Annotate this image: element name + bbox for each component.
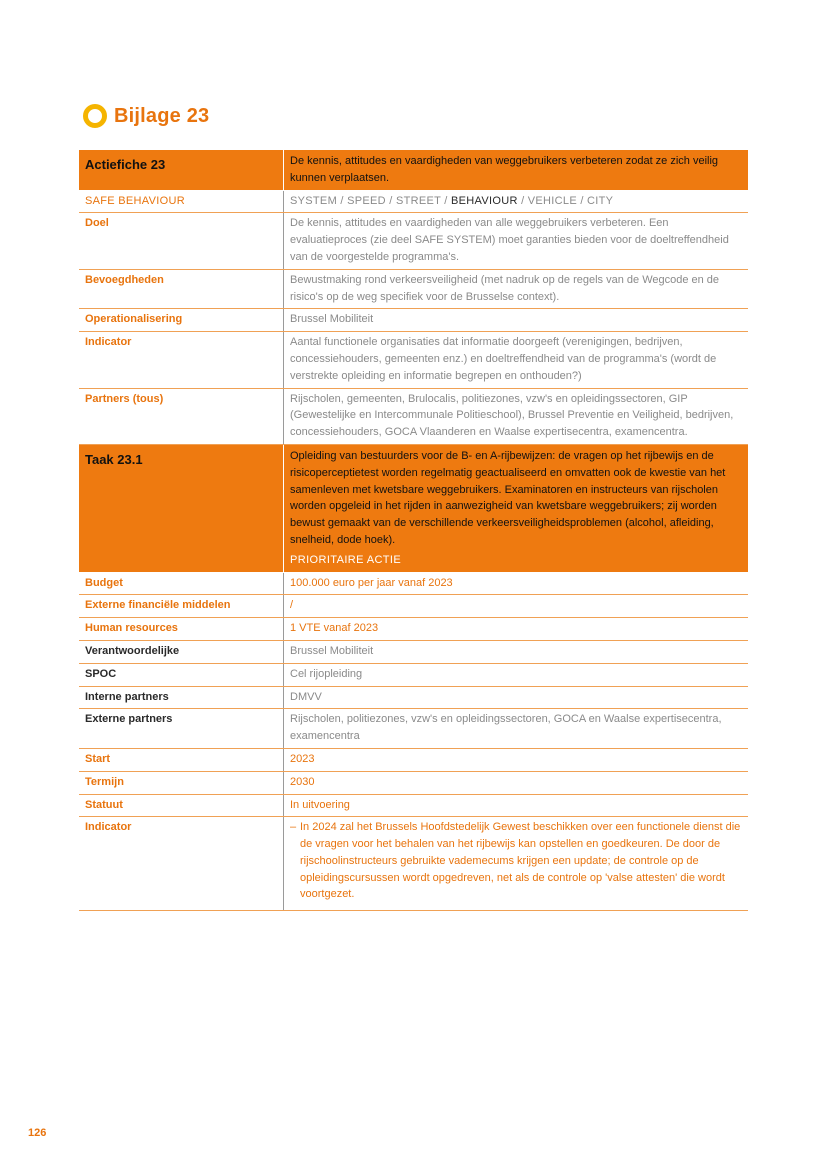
- spoc-value: Cel rijopleiding: [284, 663, 749, 686]
- human-resources-value: 1 VTE vanaf 2023: [284, 618, 749, 641]
- bevoegdheden-row: [79, 269, 748, 309]
- interne-partners-row: [79, 686, 748, 709]
- spoc-row: [79, 663, 748, 686]
- budget-row: [79, 572, 748, 595]
- partners-label: Partners (tous): [79, 388, 284, 444]
- spoc-label: SPOC: [79, 663, 284, 686]
- verantwoordelijke-label: Verantwoordelijke: [79, 640, 284, 663]
- taak-label: Taak 23.1: [79, 444, 284, 572]
- actiefiche-row: [79, 150, 748, 190]
- doel-value: De kennis, attitudes en vaardigheden van alle weggebruikers verbeteren. Een evaluatieproces (zie deel SAFE SYSTEM) moet garanties bieden voor de doeltreffendheid van de voorgestelde programma's.: [284, 213, 749, 269]
- operationalisering-value: Brussel Mobiliteit: [284, 309, 749, 332]
- statuut-row: [79, 794, 748, 817]
- safe-categories-post: / VEHICLE / CITY: [517, 194, 614, 207]
- actiefiche-label: Actiefiche 23: [79, 150, 284, 190]
- taak-value: [284, 444, 749, 572]
- page-title: Bijlage 23: [114, 104, 210, 127]
- dash-bullet: –: [290, 821, 297, 834]
- indicator-bullet: [290, 819, 742, 903]
- verantwoordelijke-row: [79, 640, 748, 663]
- budget-label: Budget: [79, 572, 284, 595]
- human-resources-row: [79, 618, 748, 641]
- safe-row: [79, 190, 748, 213]
- indicator-task-label: Indicator: [79, 817, 284, 911]
- actiefiche-value: De kennis, attitudes en vaardigheden van weggebruikers verbeteren zodat ze zich veilig kunnen verplaatsen.: [284, 150, 749, 190]
- verantwoordelijke-value: Brussel Mobiliteit: [284, 640, 749, 663]
- safe-categories: [284, 190, 749, 213]
- indicator-task-row: [79, 817, 748, 911]
- circle-bullet-icon: [83, 104, 107, 128]
- operationalisering-label: Operationalisering: [79, 309, 284, 332]
- termijn-label: Termijn: [79, 771, 284, 794]
- externe-financiele-label: Externe financiële middelen: [79, 595, 284, 618]
- safe-behaviour-label: SAFE BEHAVIOUR: [79, 190, 284, 213]
- start-label: Start: [79, 748, 284, 771]
- doel-row: [79, 213, 748, 269]
- start-row: [79, 748, 748, 771]
- externe-partners-value: Rijscholen, politiezones, vzw's en opleidingssectoren, GOCA en Waalse expertisecentra, examencentra: [284, 709, 749, 749]
- termijn-value: 2030: [284, 771, 749, 794]
- indicator-row: [79, 332, 748, 388]
- externe-financiele-row: [79, 595, 748, 618]
- taak-description: Opleiding van bestuurders voor de B- en A-rijbewijzen: de vragen op het rijbewijs en de risicoperceptietest worden regelmatig geactualiseerd en omvatten ook de kwestie van het samenleven met kwetsbare weggebruikers. Examinatoren en instructeurs van rijscholen worden opgeleid in het rijden in aanwezigheid van kwetsbare weggebruikers; zij worden bewust gemaakt van de verschillende verkeersveiligheidsproblemen (alcohol, afleiding, snelheid, dode hoek).: [290, 449, 726, 546]
- indicator-task-value: [284, 817, 749, 911]
- termijn-row: [79, 771, 748, 794]
- appendix-heading: [83, 104, 209, 128]
- indicator-value: Aantal functionele organisaties dat informatie doorgeeft (verenigingen, bedrijven, concessiehouders, gemeenten enz.) en doeltreffendheid van de programma's (wordt de verstrekte opleiding en informatie begrepen en onthouden?): [284, 332, 749, 388]
- externe-partners-label: Externe partners: [79, 709, 284, 749]
- externe-partners-row: [79, 709, 748, 749]
- partners-value: Rijscholen, gemeenten, Brulocalis, politiezones, vzw's en opleidingssectoren, GIP (Gewestelijke en Intercommunale Politieschool), Brussel Preventie en Veiligheid, bedrijven, concessiehouders, GOCA Vlaanderen en Waalse expertisecentra, examencentra.: [284, 388, 749, 444]
- action-sheet-table: [79, 150, 748, 911]
- budget-value: 100.000 euro per jaar vanaf 2023: [284, 572, 749, 595]
- priority-badge: PRIORITAIRE ACTIE: [290, 553, 402, 566]
- indicator-task-text: In 2024 zal het Brussels Hoofdstedelijk Gewest beschikken over een functionele dienst die de vragen voor het behalen van het rijbewijs kan opstellen en goedkeuren. De door de rijschoolinstructeurs gebruikte vademecums krijgen een update; de controle op de opleidingscursussen wordt opgedreven, net als de controle op 'valse attesten' die wordt voortgezet.: [300, 821, 741, 901]
- indicator-label: Indicator: [79, 332, 284, 388]
- human-resources-label: Human resources: [79, 618, 284, 641]
- bevoegdheden-value: Bewustmaking rond verkeersveiligheid (met nadruk op de regels van de Wegcode en de risico's op de weg specifiek voor de Brusselse context).: [284, 269, 749, 309]
- externe-financiele-value: /: [284, 595, 749, 618]
- statuut-value: In uitvoering: [284, 794, 749, 817]
- statuut-label: Statuut: [79, 794, 284, 817]
- start-value: 2023: [284, 748, 749, 771]
- safe-categories-pre: SYSTEM / SPEED / STREET /: [290, 194, 452, 207]
- bevoegdheden-label: Bevoegdheden: [79, 269, 284, 309]
- page-number: 126: [28, 1127, 47, 1139]
- doel-label: Doel: [79, 213, 284, 269]
- safe-categories-highlight: BEHAVIOUR: [451, 194, 518, 207]
- interne-partners-label: Interne partners: [79, 686, 284, 709]
- taak-row: [79, 444, 748, 572]
- partners-row: [79, 388, 748, 444]
- interne-partners-value: DMVV: [284, 686, 749, 709]
- operationalisering-row: [79, 309, 748, 332]
